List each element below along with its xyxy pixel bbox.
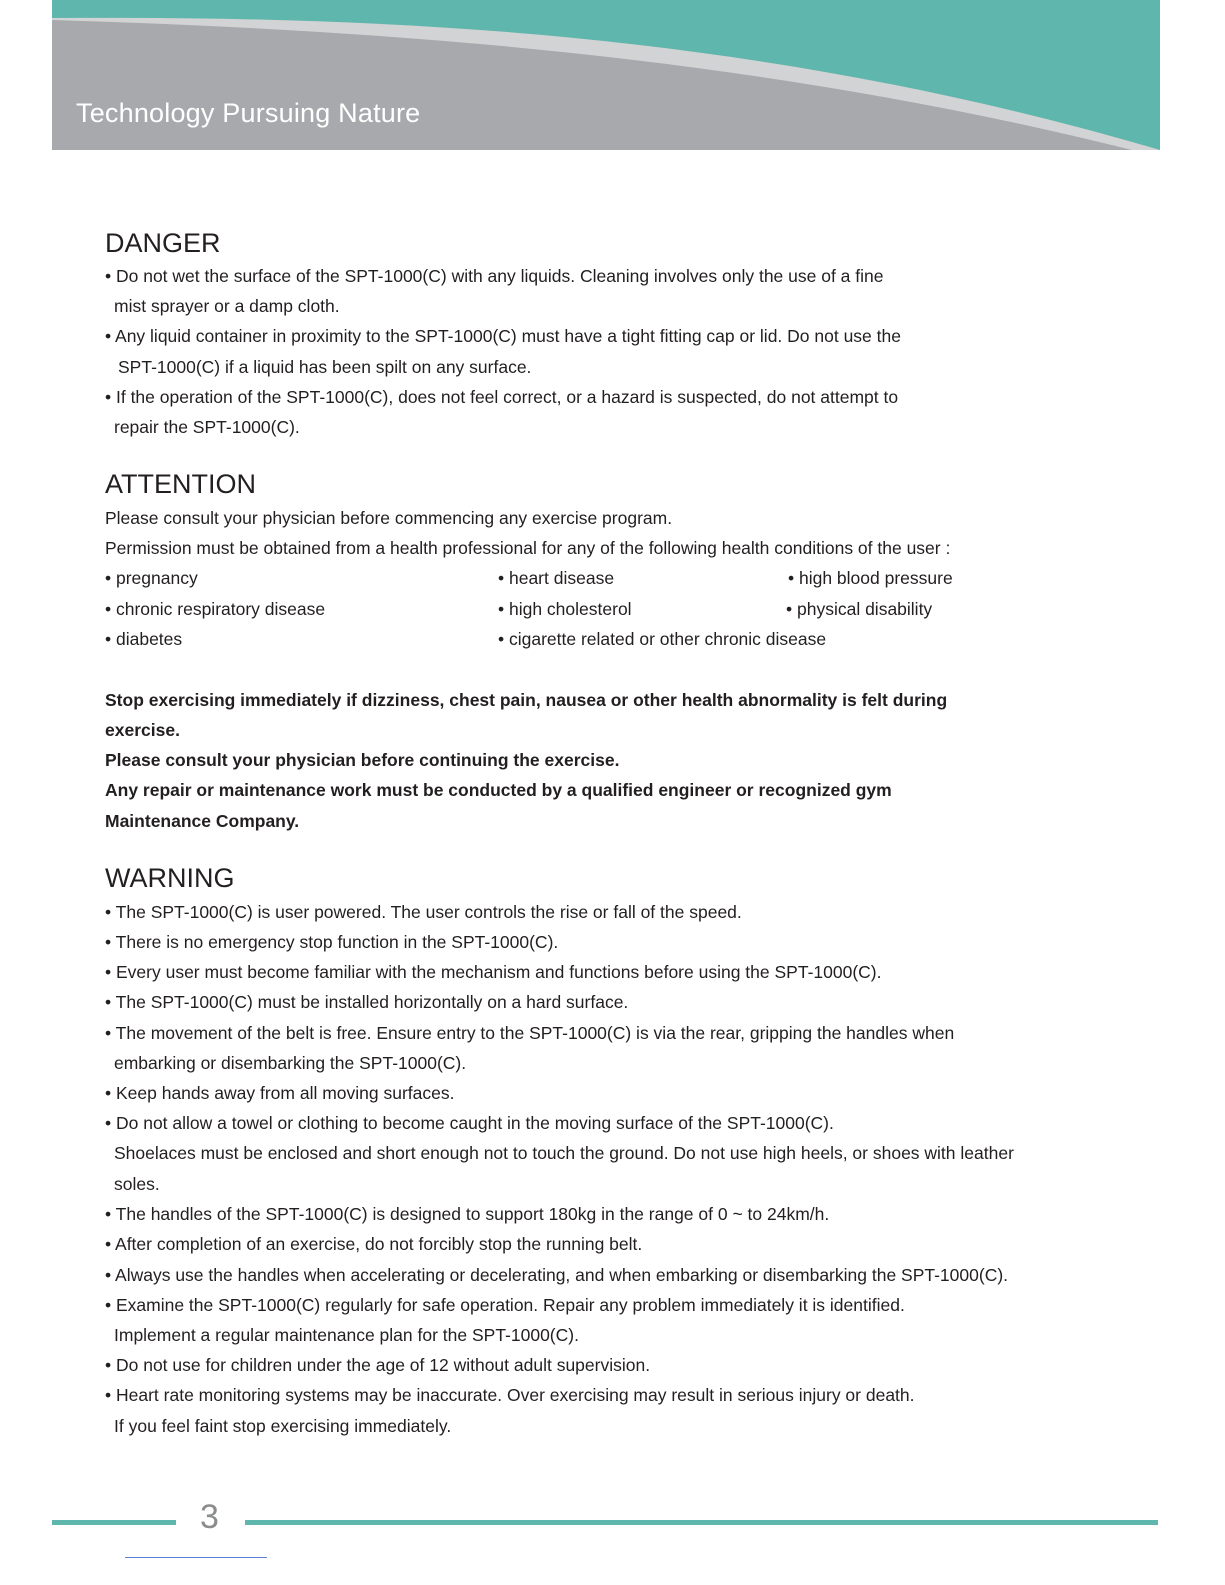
warning-line: If you feel faint stop exercising immediately. [114, 1416, 452, 1436]
danger-heading: DANGER [105, 228, 221, 258]
footer-rule-left [52, 1520, 176, 1525]
warning-line: Shoelaces must be enclosed and short enough not to touch the ground. Do not use high heels, or shoes with leather [114, 1143, 1014, 1163]
warning-heading: WARNING [105, 863, 235, 893]
warning-line: • Every user must become familiar with the mechanism and functions before using the SPT-1000(C). [105, 962, 882, 982]
condition-item: • high cholesterol [498, 599, 632, 619]
danger-line: • Do not wet the surface of the SPT-1000(C) with any liquids. Cleaning involves only the use of a fine [105, 266, 884, 286]
danger-line: mist sprayer or a damp cloth. [114, 296, 340, 316]
footer-rule-right [245, 1520, 1158, 1525]
warning-line: • The movement of the belt is free. Ensure entry to the SPT-1000(C) is via the rear, gripping the handles when [105, 1023, 955, 1043]
attention-bold-line: Please consult your physician before continuing the exercise. [105, 750, 620, 770]
page-header-banner [52, 0, 1160, 150]
warning-line: embarking or disembarking the SPT-1000(C). [114, 1053, 467, 1073]
warning-line: • The handles of the SPT-1000(C) is designed to support 180kg in the range of 0 ~ to 24km/h. [105, 1204, 830, 1224]
warning-line: • Examine the SPT-1000(C) regularly for safe operation. Repair any problem immediately it is identified. [105, 1295, 905, 1315]
condition-item: • diabetes [105, 629, 183, 649]
warning-line: • The SPT-1000(C) is user powered. The user controls the rise or fall of the speed. [105, 902, 742, 922]
page-number: 3 [200, 1498, 219, 1536]
attention-intro: Please consult your physician before commencing any exercise program. [105, 508, 673, 528]
condition-item: • pregnancy [105, 568, 198, 588]
warning-line: • After completion of an exercise, do not forcibly stop the running belt. [105, 1234, 643, 1254]
warning-line: • Heart rate monitoring systems may be inaccurate. Over exercising may result in serious injury or death. [105, 1385, 915, 1405]
attention-heading: ATTENTION [105, 469, 256, 499]
condition-item: • high blood pressure [788, 568, 953, 588]
footer-link-underline [125, 1557, 267, 1558]
attention-bold-line: Maintenance Company. [105, 811, 300, 831]
attention-bold-line: Any repair or maintenance work must be conducted by a qualified engineer or recognized gym [105, 780, 892, 800]
warning-line: • There is no emergency stop function in the SPT-1000(C). [105, 932, 559, 952]
warning-line: • Always use the handles when accelerating or decelerating, and when embarking or disembarking the SPT-1000(C). [105, 1265, 1009, 1285]
danger-line: • Any liquid container in proximity to the SPT-1000(C) must have a tight fitting cap or lid. Do not use the [105, 326, 901, 346]
condition-item: • cigarette related or other chronic disease [498, 629, 827, 649]
condition-item: • heart disease [498, 568, 615, 588]
attention-intro: Permission must be obtained from a health professional for any of the following health conditions of the user : [105, 538, 951, 558]
warning-line: Implement a regular maintenance plan for the SPT-1000(C). [114, 1325, 579, 1345]
warning-line: soles. [114, 1174, 160, 1194]
danger-line: • If the operation of the SPT-1000(C), does not feel correct, or a hazard is suspected, do not attempt to [105, 387, 899, 407]
warning-line: • Keep hands away from all moving surfaces. [105, 1083, 455, 1103]
warning-line: • Do not use for children under the age of 12 without adult supervision. [105, 1355, 651, 1375]
attention-bold-line: Stop exercising immediately if dizziness, chest pain, nausea or other health abnormality is felt during [105, 690, 948, 710]
attention-bold-line: exercise. [105, 720, 180, 740]
condition-item: • physical disability [786, 599, 933, 619]
header-tagline: Technology Pursuing Nature [76, 98, 421, 128]
danger-line: SPT-1000(C) if a liquid has been spilt on any surface. [118, 357, 532, 377]
warning-line: • The SPT-1000(C) must be installed horizontally on a hard surface. [105, 992, 629, 1012]
warning-line: • Do not allow a towel or clothing to become caught in the moving surface of the SPT-1000(C). [105, 1113, 834, 1133]
danger-line: repair the SPT-1000(C). [114, 417, 300, 437]
condition-item: • chronic respiratory disease [105, 599, 326, 619]
